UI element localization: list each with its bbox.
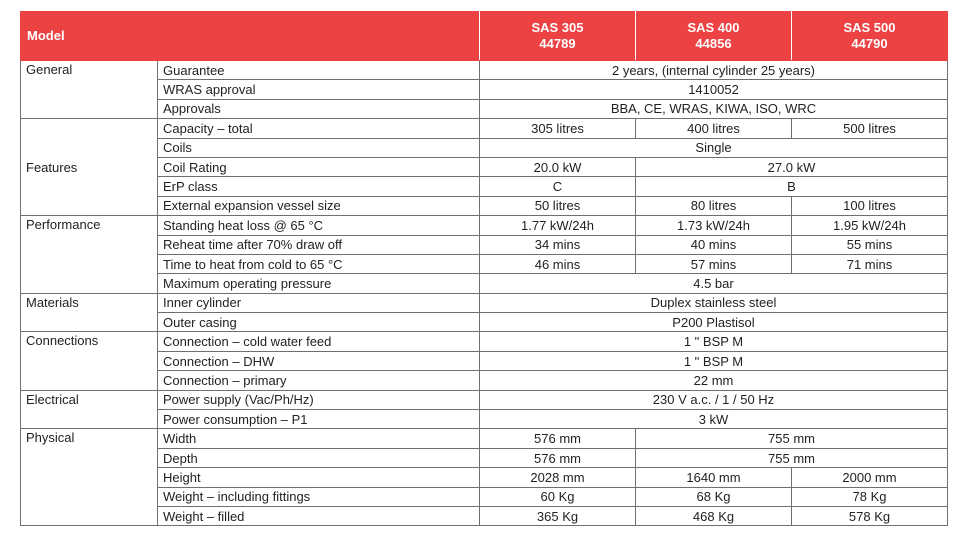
model-code: 44789	[539, 36, 576, 51]
cell-value: 60 Kg	[480, 487, 636, 506]
cell-value: 4.5 bar	[480, 274, 948, 293]
table-row	[21, 332, 948, 351]
table-row	[21, 390, 948, 409]
table-row	[21, 99, 948, 118]
header-row	[21, 12, 948, 61]
cell-value: 80 litres	[636, 196, 792, 215]
spec-table	[20, 11, 948, 526]
group-label-performance: Performance	[21, 216, 158, 294]
cell-value: 1 " BSP M	[480, 351, 948, 370]
row-label: Time to heat from cold to 65 °C	[158, 254, 480, 273]
model-name: SAS 305	[531, 20, 584, 35]
row-label: Weight – including fittings	[158, 487, 480, 506]
cell-value: 576 mm	[480, 448, 636, 467]
cell-value: Duplex stainless steel	[480, 293, 948, 312]
row-label: Approvals	[158, 99, 480, 118]
cell-value: 1.73 kW/24h	[636, 216, 792, 235]
cell-value: 2028 mm	[480, 468, 636, 487]
cell-value: 1 " BSP M	[480, 332, 948, 351]
row-label: Standing heat loss @ 65 °C	[158, 216, 480, 235]
model-col-1	[480, 12, 636, 61]
cell-value: 230 V a.c. / 1 / 50 Hz	[480, 390, 948, 409]
table-row	[21, 61, 948, 80]
table-row	[21, 157, 948, 176]
model-code: 44790	[851, 36, 888, 51]
spec-table-container	[20, 11, 947, 526]
cell-value: 576 mm	[480, 429, 636, 448]
table-row	[21, 216, 948, 235]
cell-value: 468 Kg	[636, 506, 792, 525]
row-label: Coil Rating	[158, 157, 480, 176]
table-row	[21, 468, 948, 487]
cell-value: 46 mins	[480, 254, 636, 273]
table-row	[21, 274, 948, 293]
cell-value: 100 litres	[792, 196, 948, 215]
model-col-2	[636, 12, 792, 61]
row-label: External expansion vessel size	[158, 196, 480, 215]
row-label: Connection – DHW	[158, 351, 480, 370]
cell-value: 27.0 kW	[636, 157, 948, 176]
cell-value: 71 mins	[792, 254, 948, 273]
table-row	[21, 506, 948, 525]
cell-value: 3 kW	[480, 410, 948, 429]
cell-value: 400 litres	[636, 119, 792, 138]
table-row	[21, 487, 948, 506]
group-label-materials: Materials	[21, 293, 158, 332]
model-header: Model	[21, 12, 480, 61]
cell-value: 755 mm	[636, 429, 948, 448]
row-label: Maximum operating pressure	[158, 274, 480, 293]
model-col-3	[792, 12, 948, 61]
table-row	[21, 351, 948, 370]
row-label: Reheat time after 70% draw off	[158, 235, 480, 254]
cell-value: 2 years, (internal cylinder 25 years)	[480, 61, 948, 80]
cell-value: 1.95 kW/24h	[792, 216, 948, 235]
cell-value: 500 litres	[792, 119, 948, 138]
row-label: Width	[158, 429, 480, 448]
table-row	[21, 119, 948, 138]
cell-value: 1640 mm	[636, 468, 792, 487]
table-row	[21, 138, 948, 157]
cell-value: 755 mm	[636, 448, 948, 467]
row-label: Power consumption – P1	[158, 410, 480, 429]
group-label-connections: Connections	[21, 332, 158, 390]
cell-value: 55 mins	[792, 235, 948, 254]
table-row	[21, 448, 948, 467]
row-label: Capacity – total	[158, 119, 480, 138]
row-label: WRAS approval	[158, 80, 480, 99]
table-row	[21, 313, 948, 332]
table-row	[21, 293, 948, 312]
cell-value: BBA, CE, WRAS, KIWA, ISO, WRC	[480, 99, 948, 118]
cell-value: 365 Kg	[480, 506, 636, 525]
model-name: SAS 500	[843, 20, 896, 35]
group-label-features: Features	[21, 119, 158, 216]
cell-value: 1410052	[480, 80, 948, 99]
row-label: Power supply (Vac/Ph/Hz)	[158, 390, 480, 409]
table-row	[21, 196, 948, 215]
row-label: Height	[158, 468, 480, 487]
cell-value: B	[636, 177, 948, 196]
cell-value: 50 litres	[480, 196, 636, 215]
cell-value: 78 Kg	[792, 487, 948, 506]
table-row	[21, 235, 948, 254]
table-row	[21, 177, 948, 196]
row-label: Outer casing	[158, 313, 480, 332]
row-label: Inner cylinder	[158, 293, 480, 312]
cell-value: 1.77 kW/24h	[480, 216, 636, 235]
row-label: Connection – primary	[158, 371, 480, 390]
table-row	[21, 254, 948, 273]
row-label: Coils	[158, 138, 480, 157]
cell-value: 578 Kg	[792, 506, 948, 525]
model-code: 44856	[695, 36, 732, 51]
row-label: Connection – cold water feed	[158, 332, 480, 351]
group-label-general: General	[21, 61, 158, 119]
cell-value: 22 mm	[480, 371, 948, 390]
cell-value: Single	[480, 138, 948, 157]
row-label: Depth	[158, 448, 480, 467]
cell-value: 57 mins	[636, 254, 792, 273]
group-label-physical: Physical	[21, 429, 158, 526]
table-row	[21, 371, 948, 390]
row-label: Weight – filled	[158, 506, 480, 525]
row-label: Guarantee	[158, 61, 480, 80]
table-row	[21, 80, 948, 99]
model-name: SAS 400	[687, 20, 740, 35]
table-row	[21, 410, 948, 429]
cell-value: P200 Plastisol	[480, 313, 948, 332]
cell-value: 68 Kg	[636, 487, 792, 506]
cell-value: 34 mins	[480, 235, 636, 254]
cell-value: 2000 mm	[792, 468, 948, 487]
cell-value: 40 mins	[636, 235, 792, 254]
table-row	[21, 429, 948, 448]
cell-value: 305 litres	[480, 119, 636, 138]
row-label: ErP class	[158, 177, 480, 196]
cell-value: C	[480, 177, 636, 196]
group-label-electrical: Electrical	[21, 390, 158, 429]
cell-value: 20.0 kW	[480, 157, 636, 176]
